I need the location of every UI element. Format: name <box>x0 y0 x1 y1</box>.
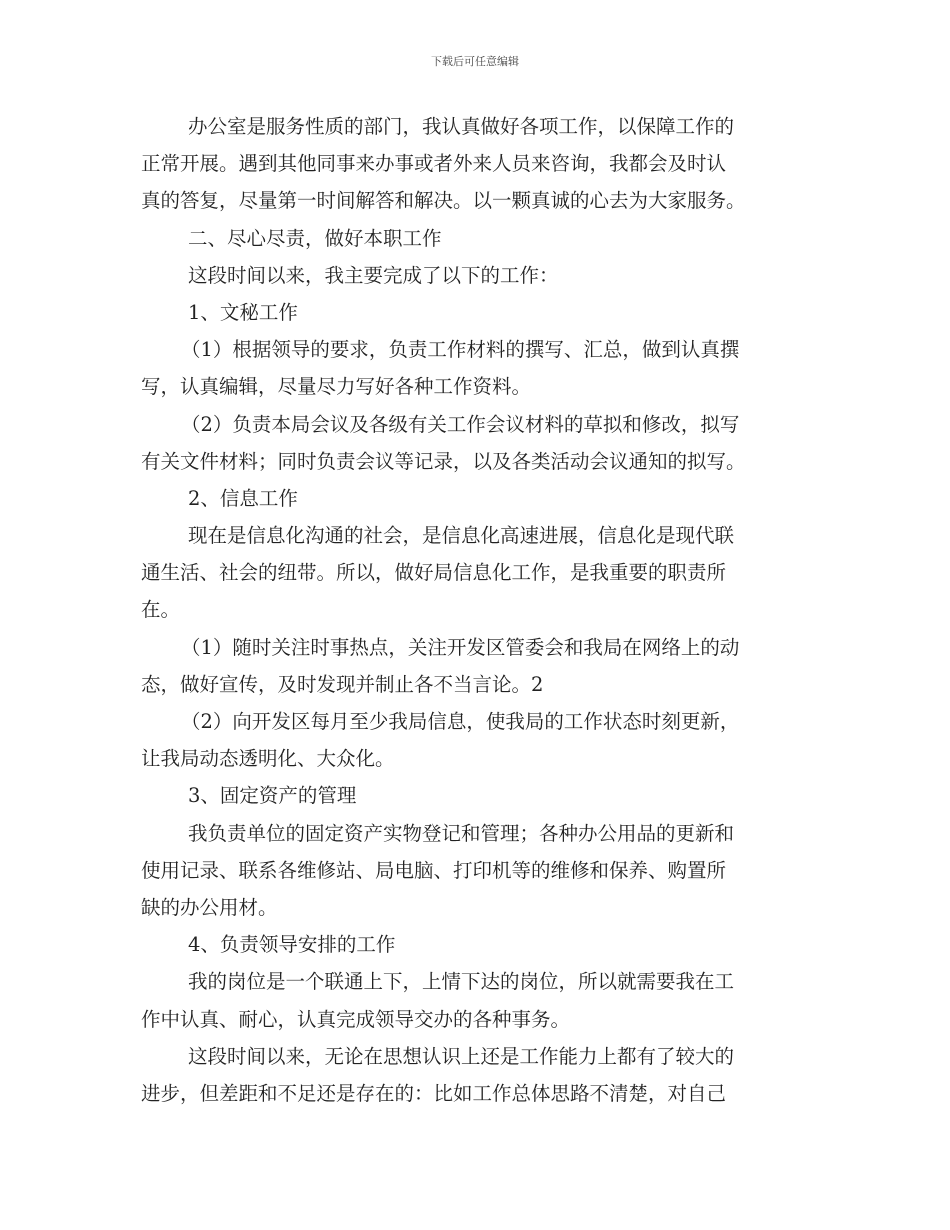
text-line: （2）向开发区每月至少我局信息，使我局的工作状态时刻更新， <box>181 710 740 733</box>
text-line: 作中认真、耐心，认真完成领导交办的各种事务。 <box>141 1007 571 1031</box>
text-line: 1、文秘工作 <box>188 300 298 324</box>
text-line: 使用记录、联系各维修站、局电脑、打印机等的维修和保养、购置所 <box>141 858 727 882</box>
text-line: 这段时间以来，无论在思想认识上还是工作能力上都有了较大的 <box>188 1044 735 1068</box>
text-line: 4、负责领导安排的工作 <box>188 933 396 957</box>
text-line: 写，认真编辑，尽量尽力写好各种工作资料。 <box>141 375 532 399</box>
text-line: 我的岗位是一个联通上下，上情下达的岗位，所以就需要我在工 <box>188 970 735 994</box>
text-line: 让我局动态透明化、大众化。 <box>141 747 395 771</box>
document-body <box>141 108 817 1112</box>
text-line: 现在是信息化沟通的社会，是信息化高速进展，信息化是现代联 <box>188 524 735 548</box>
text-line: 正常开展。遇到其他同事来办事或者外来人员来咨询，我都会及时认 <box>141 152 727 176</box>
text-line: （1）随时关注时事热点，关注开发区管委会和我局在网络上的动 <box>181 635 740 659</box>
page-header: 下载后可任意编辑 <box>431 55 519 68</box>
text-line: 办公室是服务性质的部门，我认真做好各项工作，以保障工作的 <box>188 115 735 138</box>
text-line: 进步，但差距和不足还是存在的：比如工作总体思路不清楚，对自己 <box>141 1081 727 1105</box>
text-line: 通生活、社会的纽带。所以，做好局信息化工作，是我重要的职责所 <box>141 561 727 585</box>
text-line: 态，做好宣传，及时发现并制止各不当言论。2 <box>141 672 544 696</box>
text-line: 这段时间以来，我主要完成了以下的工作： <box>188 263 559 287</box>
text-line: 有关文件材料；同时负责会议等记录，以及各类活动会议通知的拟写。 <box>141 449 746 473</box>
text-line: 真的答复，尽量第一时间解答和解决。以一颗真诚的心去为大家服务。 <box>141 189 746 213</box>
text-line: （2）负责本局会议及各级有关工作会议材料的草拟和修改，拟写 <box>181 412 740 436</box>
text-line: （1）根据领导的要求，负责工作材料的撰写、汇总，做到认真撰 <box>181 338 740 362</box>
text-line: 我负责单位的固定资产实物登记和管理；各种办公用品的更新和 <box>188 821 735 845</box>
text-line: 3、固定资产的管理 <box>188 784 357 808</box>
text-line: 2、信息工作 <box>188 486 298 510</box>
text-line: 在。 <box>141 598 181 622</box>
text-line: 缺的办公用材。 <box>141 895 278 919</box>
text-line: 二、尽心尽责，做好本职工作 <box>188 226 442 250</box>
